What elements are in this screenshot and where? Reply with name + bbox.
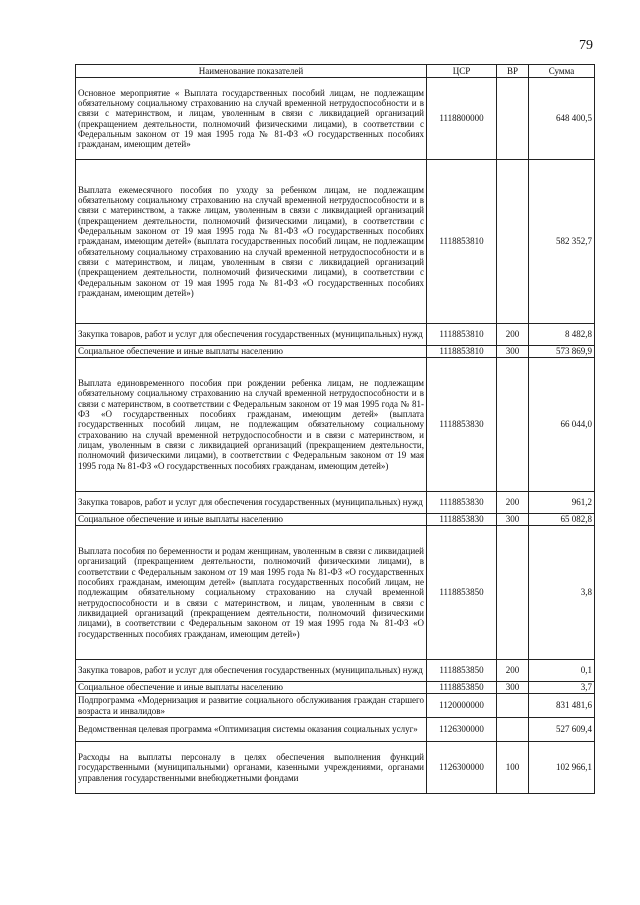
row-name: Выплата пособия по беременности и родам женщинам, уволенным в связи с ликвидацией организаций (прекращением деятельности, полномочий физическими лицами), в соответствии с Федеральным законом от 19 мая 1995 года № 81-ФЗ «О государственных пособиях гражданам, имеющим детей» (выплата государственных пособий лицам, не подлежащим обязательному социальному страхованию на случай временной нетрудоспособности и в связи с материнством, и лицам, уволенным в связи с ликвидацией организаций (прекращением деятельности, полномочий физическими лицами), в соответствии с Федеральным законом от 19 мая 1995 года № 81-ФЗ «О государственных пособиях гражданам, имеющим детей»)	[76, 526, 427, 660]
row-name: Выплата единовременного пособия при рождении ребенка лицам, не подлежащим обязательному социальному страхованию на случай временной нетрудоспособности и в связи с материнством, в соответствии с Федеральным законом от 19 мая 1995 года № 81-ФЗ «О государственных пособиях гражданам, имеющим детей» (выплата государственных пособий лицам, не подлежащим обязательному социальному страхованию на случай временной нетрудоспособности и в связи с материнством, и лицам, уволенным в связи с ликвидацией организаций (прекращением деятельности, полномочий физическими лицами), в соответствии с Федеральным законом от 19 мая 1995 года № 81-ФЗ «О государственных пособиях гражданам, имеющим детей»)	[76, 358, 427, 492]
table-row	[76, 526, 595, 660]
table-row	[76, 78, 595, 160]
row-name: Социальное обеспечение и иные выплаты населению	[76, 346, 427, 358]
row-vr: 300	[497, 346, 529, 358]
row-vr: 100	[497, 742, 529, 794]
row-sum: 3,8	[529, 526, 595, 660]
row-sum: 66 044,0	[529, 358, 595, 492]
row-code: 1118853810	[427, 324, 497, 346]
row-vr	[497, 694, 529, 718]
row-code: 1118853810	[427, 160, 497, 324]
table-row	[76, 694, 595, 718]
row-name: Закупка товаров, работ и услуг для обеспечения государственных (муниципальных) нужд	[76, 324, 427, 346]
row-vr	[497, 358, 529, 492]
row-name: Социальное обеспечение и иные выплаты населению	[76, 514, 427, 526]
row-vr: 300	[497, 514, 529, 526]
row-sum: 527 609,4	[529, 718, 595, 742]
row-sum: 8 482,8	[529, 324, 595, 346]
header-sum: Сумма	[529, 65, 595, 78]
table-row	[76, 682, 595, 694]
row-code: 1118853830	[427, 492, 497, 514]
row-vr: 200	[497, 660, 529, 682]
row-code: 1118853850	[427, 660, 497, 682]
row-sum: 102 966,1	[529, 742, 595, 794]
header-name: Наименование показателей	[76, 65, 427, 78]
row-code: 1118800000	[427, 78, 497, 160]
row-code: 1118853830	[427, 514, 497, 526]
row-code: 1120000000	[427, 694, 497, 718]
row-vr	[497, 160, 529, 324]
row-name: Подпрограмма «Модернизация и развитие социального обслуживания граждан старшего возраста и инвалидов»	[76, 694, 427, 718]
row-sum: 648 400,5	[529, 78, 595, 160]
row-sum: 961,2	[529, 492, 595, 514]
header-vr: ВР	[497, 65, 529, 78]
row-sum: 3,7	[529, 682, 595, 694]
row-name: Выплата ежемесячного пособия по уходу за ребенком лицам, не подлежащим обязательному социальному страхованию на случай временной нетрудоспособности и в связи с материнством, а также лицам, уволенным в связи с ликвидацией организаций (прекращением деятельности, полномочий физическими лицами), в соответствии с Федеральным законом от 19 мая 1995 года № 81-ФЗ «О государственных пособиях гражданам, имеющим детей» (выплата государственных пособий лицам, не подлежащим обязательному социальному страхованию на случай временной нетрудоспособности и в связи с материнством, и лицам, уволенным в связи с ликвидацией организаций (прекращением деятельности, полномочий физическими лицами), в соответствии с Федеральным законом от 19 мая 1995 года № 81-ФЗ «О государственных пособиях гражданам, имеющим детей»)	[76, 160, 427, 324]
row-code: 1118853830	[427, 358, 497, 492]
page-number: 79	[579, 38, 593, 53]
row-vr: 300	[497, 682, 529, 694]
row-vr	[497, 526, 529, 660]
row-code: 1118853810	[427, 346, 497, 358]
row-code: 1126300000	[427, 718, 497, 742]
row-name: Закупка товаров, работ и услуг для обеспечения государственных (муниципальных) нужд	[76, 492, 427, 514]
table-row	[76, 358, 595, 492]
table-row	[76, 718, 595, 742]
row-sum: 0,1	[529, 660, 595, 682]
row-sum: 573 869,9	[529, 346, 595, 358]
table-header-row	[76, 65, 595, 78]
row-code: 1126300000	[427, 742, 497, 794]
table-row	[76, 742, 595, 794]
row-code: 1118853850	[427, 526, 497, 660]
row-name: Основное мероприятие « Выплата государственных пособий лицам, не подлежащим обязательному социальному страхованию на случай временной нетрудоспособности и в связи с материнством, и лицам, уволенным в связи с ликвидацией организаций (прекращением деятельности, полномочий физическими лицами), в соответствии с Федеральным законом от 19 мая 1995 года № 81-ФЗ «О государственных пособиях гражданам, имеющим детей»	[76, 78, 427, 160]
row-sum: 582 352,7	[529, 160, 595, 324]
row-code: 1118853850	[427, 682, 497, 694]
row-sum: 831 481,6	[529, 694, 595, 718]
row-name: Расходы на выплаты персоналу в целях обеспечения выполнения функций государственными (муниципальными) органами, казенными учреждениями, органами управления государственными внебюджетными фондами	[76, 742, 427, 794]
table-row	[76, 324, 595, 346]
row-vr: 200	[497, 492, 529, 514]
row-vr	[497, 718, 529, 742]
row-name: Социальное обеспечение и иные выплаты населению	[76, 682, 427, 694]
table-row	[76, 492, 595, 514]
table-row	[76, 160, 595, 324]
row-vr	[497, 78, 529, 160]
row-name: Ведомственная целевая программа «Оптимизация системы оказания социальных услуг»	[76, 718, 427, 742]
budget-table	[75, 64, 595, 794]
table-row	[76, 346, 595, 358]
table-row	[76, 660, 595, 682]
header-code: ЦСР	[427, 65, 497, 78]
row-name: Закупка товаров, работ и услуг для обеспечения государственных (муниципальных) нужд	[76, 660, 427, 682]
row-sum: 65 082,8	[529, 514, 595, 526]
table-row	[76, 514, 595, 526]
row-vr: 200	[497, 324, 529, 346]
